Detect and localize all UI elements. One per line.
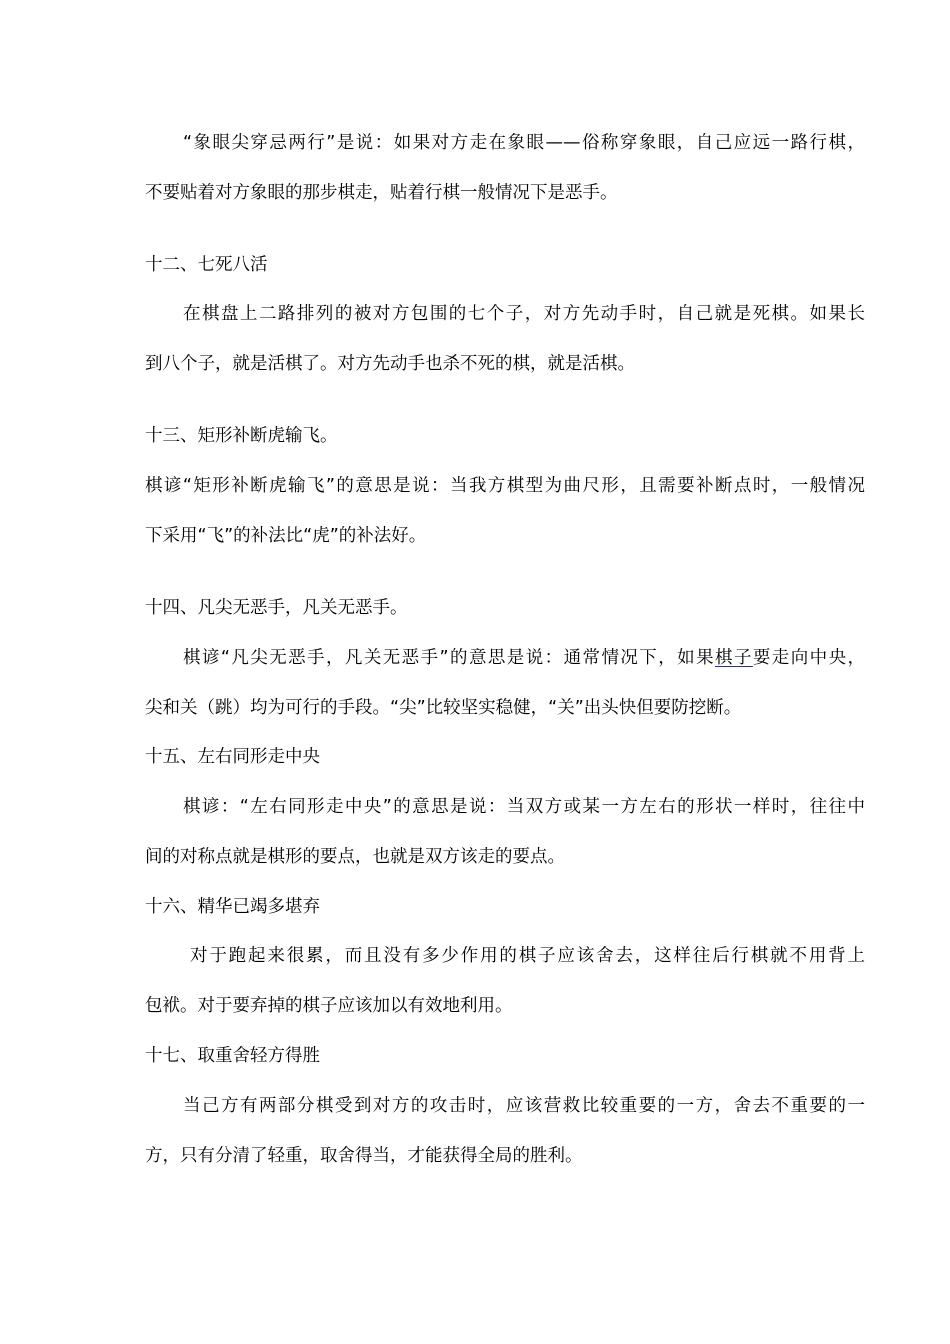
section-heading: 十七、取重舍轻方得胜 xyxy=(145,1046,320,1066)
paragraph-line: 包袱。对于要弃掉的棋子应该加以有效地利用。 xyxy=(145,996,513,1016)
section-heading: 十六、精华已竭多堪弃 xyxy=(145,897,320,917)
paragraph-line: “象眼尖穿忌两行”是说：如果对方走在象眼——俗称穿象眼，自己应远一路行棋， xyxy=(183,133,865,153)
paragraph-line: 不要贴着对方象眼的那步棋走，贴着行棋一般情况下是恶手。 xyxy=(145,183,618,203)
paragraph-line: 间的对称点就是棋形的要点，也就是双方该走的要点。 xyxy=(145,847,565,867)
underlined-term-qizi: 棋子 xyxy=(715,648,753,668)
paragraph-line: 棋谚“矩形补断虎输飞”的意思是说：当我方棋型为曲尺形，且需要补断点时，一般情况 xyxy=(145,476,865,496)
paragraph-line: 尖和关（跳）均为可行的手段。“尖”比较坚实稳健，“关”出头快但要防挖断。 xyxy=(145,698,742,718)
paragraph-line: 到八个子，就是活棋了。对方先动手也杀不死的棋，就是活棋。 xyxy=(145,354,635,374)
paragraph-line: 棋谚：“左右同形走中央”的意思是说：当双方或某一方左右的形状一样时，往往中 xyxy=(183,797,865,817)
paragraph-line: 当己方有两部分棋受到对方的攻击时，应该营救比较重要的一方，舍去不重要的一 xyxy=(183,1096,865,1116)
section-heading: 十三、矩形补断虎输飞。 xyxy=(145,426,338,446)
section-heading: 十五、左右同形走中央 xyxy=(145,747,320,767)
section-heading: 十二、七死八活 xyxy=(145,255,268,275)
paragraph-line: 方，只有分清了轻重，取舍得当，才能获得全局的胜利。 xyxy=(145,1146,583,1166)
paragraph-line xyxy=(183,646,865,670)
text-segment: 棋谚“凡尖无恶手，凡关无恶手”的意思是说：通常情况下，如果 xyxy=(183,648,716,668)
paragraph-line: 对于跑起来很累，而且没有多少作用的棋子应该舍去，这样往后行棋就不用背上 xyxy=(190,946,865,966)
paragraph-line: 在棋盘上二路排列的被对方包围的七个子，对方先动手时，自己就是死棋。如果长 xyxy=(183,304,865,324)
paragraph-line: 下采用“飞”的补法比“虎”的补法好。 xyxy=(145,526,427,546)
section-heading: 十四、凡尖无恶手，凡关无恶手。 xyxy=(145,598,408,618)
text-segment: 要走向中央， xyxy=(752,648,865,668)
